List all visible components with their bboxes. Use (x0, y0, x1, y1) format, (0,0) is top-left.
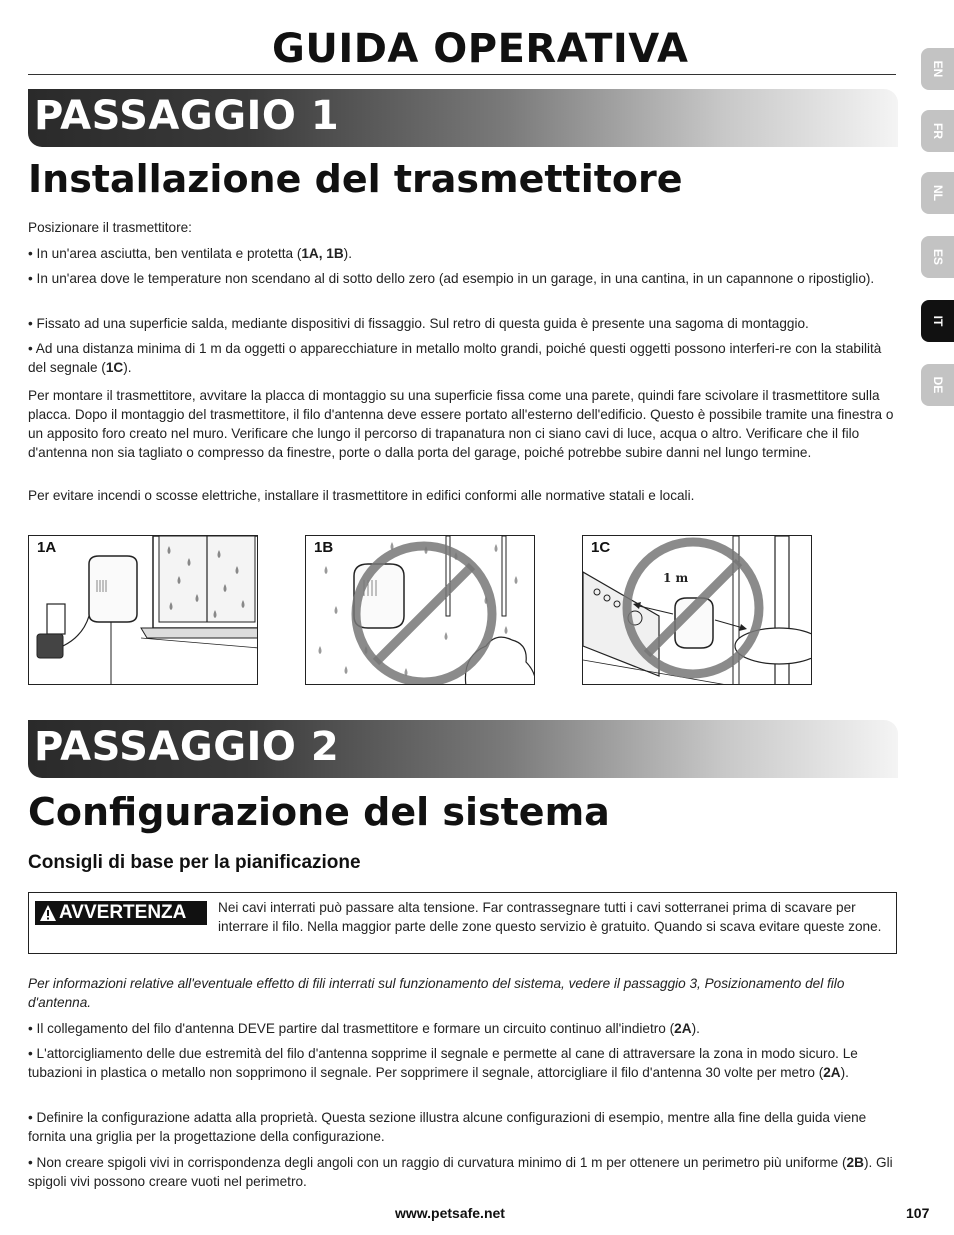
figure-label: 1B (314, 539, 334, 556)
language-tab-it[interactable] (921, 300, 954, 342)
language-tab-label: DE (930, 376, 945, 394)
step2-bullet-3: • Definire la configurazione adatta alla proprietà. Questa sezione illustra alcune configurazioni di esempio, mentre alla fine della guida viene fornita una griglia per la progettazione della configurazione. (28, 1110, 867, 1144)
step1-intro: Posizionare il trasmettitore: (28, 220, 192, 235)
distance-label: 1 m (663, 571, 689, 585)
page-number: 107 (906, 1205, 930, 1221)
footer-website-link[interactable]: www.petsafe.net (395, 1205, 505, 1221)
step1-bullet-4 (28, 339, 896, 377)
step2-bar (28, 720, 898, 778)
figure-1c-illustration (583, 536, 812, 685)
warning-label: AVVERTENZA (59, 902, 187, 923)
figure-ref: 1C (105, 360, 124, 375)
language-tab-de[interactable] (921, 364, 954, 406)
text-segment: ). (123, 360, 132, 375)
step2-bullet-1 (28, 1019, 896, 1038)
warning-triangle-icon (39, 904, 57, 922)
step1-bullet-2: • In un'area dove le temperature non scendano al di sotto dello zero (ad esempio in un garage, in una cantina, in un capannone o ripostiglio). (28, 271, 875, 286)
figure-1b (305, 535, 535, 685)
warning-box (28, 892, 897, 954)
step1-title: Installazione del trasmettitore (28, 157, 683, 201)
text-segment: • Il collegamento del filo d'antenna DEVE partire dal trasmettitore e formare un circuito continuo all'indietro ( (28, 1021, 675, 1036)
step1-bullet-3: • Fissato ad una superficie salda, mediante dispositivi di fissaggio. Sul retro di questa guida è presente una sagoma di montaggio. (28, 316, 809, 331)
text-segment: ). (691, 1021, 700, 1036)
figure-ref: 2A (823, 1065, 841, 1080)
text-segment: • In un'area asciutta, ben ventilata e protetta ( (28, 246, 302, 261)
step2-bar-label: PASSAGGIO 2 (34, 724, 340, 770)
text-segment: ). (840, 1065, 849, 1080)
language-tab-label: EN (930, 60, 945, 78)
language-tab-en[interactable] (921, 48, 954, 90)
step2-subtitle: Consigli di base per la pianificazione (28, 852, 361, 873)
warning-text: Nei cavi interrati può passare alta tensione. Far contrassegnare tutti i cavi sotterranei prima di scavare per interrare il filo. Nella maggior parte delle zone questo servizio è gratuito. Quando si scava evitare queste zone. (218, 900, 882, 934)
italic-text: Per informazioni relative all'eventuale effetto di fili interrati sul funzionamento del sistema, vedere il passaggio 3, Posizionamento del filo d'antenna. (28, 976, 845, 1010)
figure-ref: 2B (846, 1155, 864, 1170)
figure-ref: 1A, 1B (301, 246, 344, 261)
figure-label: 1A (37, 539, 57, 556)
language-tab-fr[interactable] (921, 110, 954, 152)
figure-1a (28, 535, 258, 685)
figure-1c (582, 535, 812, 685)
language-tab-es[interactable] (921, 236, 954, 278)
step2-title: Configurazione del sistema (28, 790, 610, 834)
figure-ref: 2A (674, 1021, 692, 1036)
language-tab-label: ES (930, 248, 945, 266)
language-tab-nl[interactable] (921, 172, 954, 214)
warning-badge (35, 901, 207, 925)
step1-bullet-1 (28, 244, 896, 263)
step2-bullet-4 (28, 1153, 896, 1191)
step2-bullet-2 (28, 1044, 896, 1082)
text-segment: ). (343, 246, 352, 261)
text-segment: ). Gli spigoli vivi possono creare vuoti nel perimetro. (28, 1155, 893, 1189)
figure-1b-illustration (306, 536, 535, 685)
language-tab-label: NL (930, 185, 945, 201)
page-title: GUIDA OPERATIVA (272, 26, 689, 72)
title-divider (28, 74, 896, 75)
step1-bar-label: PASSAGGIO 1 (34, 93, 340, 139)
figure-label: 1C (591, 539, 611, 556)
step1-bar (28, 89, 898, 147)
language-tab-label: FR (930, 123, 945, 139)
language-tab-label: IT (930, 315, 945, 327)
step1-paragraph-2: Per evitare incendi o scosse elettriche, installare il trasmettitore in edifici conformi alle normative statali e locali. (28, 488, 695, 503)
text-segment: • Non creare spigoli vivi in corrispondenza degli angoli con un raggio di curvatura minimo di 1 m per ottenere un perimetro più uniforme ( (28, 1155, 847, 1170)
text-segment: • L'attorcigliamento delle due estremità del filo d'antenna sopprime il segnale e permette al cane di attraversare la zona in modo sicuro. Le tubazioni in plastica o metallo non sopprimono il segnale. Per sopprimere il segnale, attorcigliare il filo d'antenna 30 volte per metro ( (28, 1046, 858, 1080)
figure-1a-illustration (29, 536, 258, 685)
step1-paragraph-1: Per montare il trasmettitore, avvitare la placca di montaggio su una superficie fissa come una parete, quindi fare scivolare il trasmettitore sulla placca. Dopo il montaggio del trasmettitore, il filo d'antenna deve essere portato all'esterno dell'edificio. Questo è possibile tramite una finestra o un apposito foro creato nel muro. Verificare che lungo il percorso di trapanatura non ci siano cavi di luce, acqua o altro. Verificare che il filo d'antenna non sia tagliato o compresso da finestre, porte o dalla porta del garage, poiché potrebbe subire danni nel lungo termine. (28, 388, 894, 460)
step2-italic-note (28, 974, 896, 1012)
text-segment: • Ad una distanza minima di 1 m da oggetti o apparecchiature in metallo molto grandi, poiché questi oggetti possono interferi-re con la stabilità del segnale ( (28, 341, 882, 375)
